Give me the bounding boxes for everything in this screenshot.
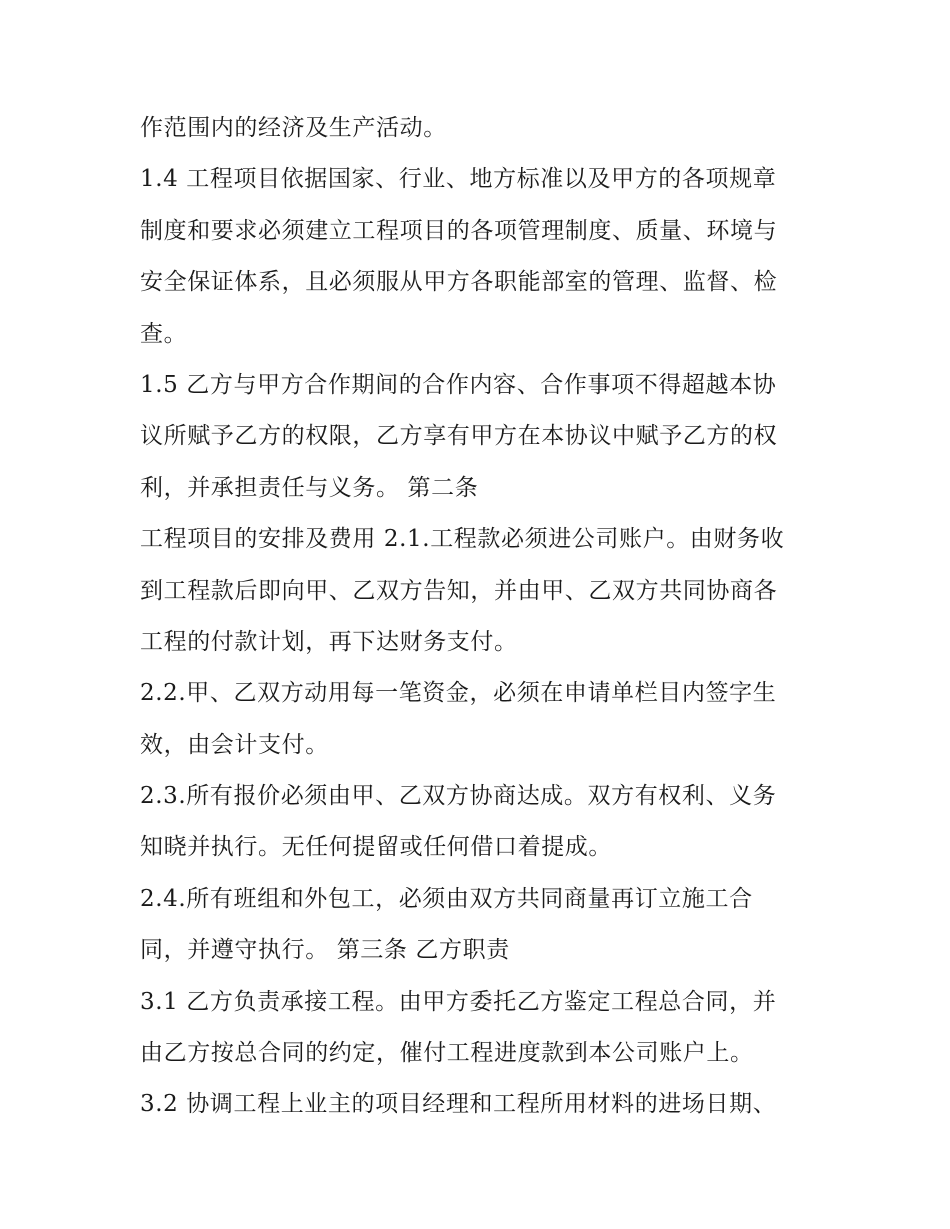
- text-line: 由乙方按总合同的约定，催付工程进度款到本公司账户上。: [140, 1040, 754, 1067]
- text-line: 效，由会计支付。: [140, 731, 329, 758]
- text-line: 2.2.甲、乙双方动用每一笔资金，必须在申请单栏目内签字生: [140, 680, 777, 707]
- text-line: 议所赋予乙方的权限，乙方享有甲方在本协议中赋予乙方的权: [140, 423, 778, 450]
- text-line: 2.4.所有班组和外包工，必须由双方共同商量再订立施工合: [140, 885, 753, 912]
- text-line: 1.4 工程项目依据国家、行业、地方标准以及甲方的各项规章: [140, 166, 777, 193]
- text-line: 工程的付款计划，再下达财务支付。: [140, 628, 518, 655]
- text-line: 3.1 乙方负责承接工程。由甲方委托乙方鉴定工程总合同，并: [140, 988, 777, 1015]
- text-line: 2.3.所有报价必须由甲、乙双方协商达成。双方有权利、义务: [140, 783, 777, 810]
- text-line: 制度和要求必须建立工程项目的各项管理制度、质量、环境与: [140, 217, 778, 244]
- text-line: 3.2 协调工程上业主的项目经理和工程所用材料的进场日期、: [140, 1091, 777, 1118]
- text-line: 1.5 乙方与甲方合作期间的合作内容、合作事项不得超越本协: [140, 371, 777, 398]
- text-line: 工程项目的安排及费用 2.1.工程款必须进公司账户。由财务收: [140, 526, 785, 553]
- text-line: 知晓并执行。无任何提留或任何借口着提成。: [140, 834, 612, 861]
- text-line: 利，并承担责任与义务。 第二条: [140, 474, 479, 501]
- text-line: 同，并遵守执行。 第三条 乙方职责: [140, 937, 510, 964]
- text-line: 安全保证体系，且必须服从甲方各职能部室的管理、监督、检: [140, 269, 778, 296]
- text-line: 作范围内的经济及生产活动。: [140, 115, 447, 141]
- text-line: 到工程款后即向甲、乙双方告知，并由甲、乙双方共同协商各: [140, 577, 778, 604]
- text-line: 查。: [140, 320, 188, 347]
- contract-text: [140, 103, 820, 1131]
